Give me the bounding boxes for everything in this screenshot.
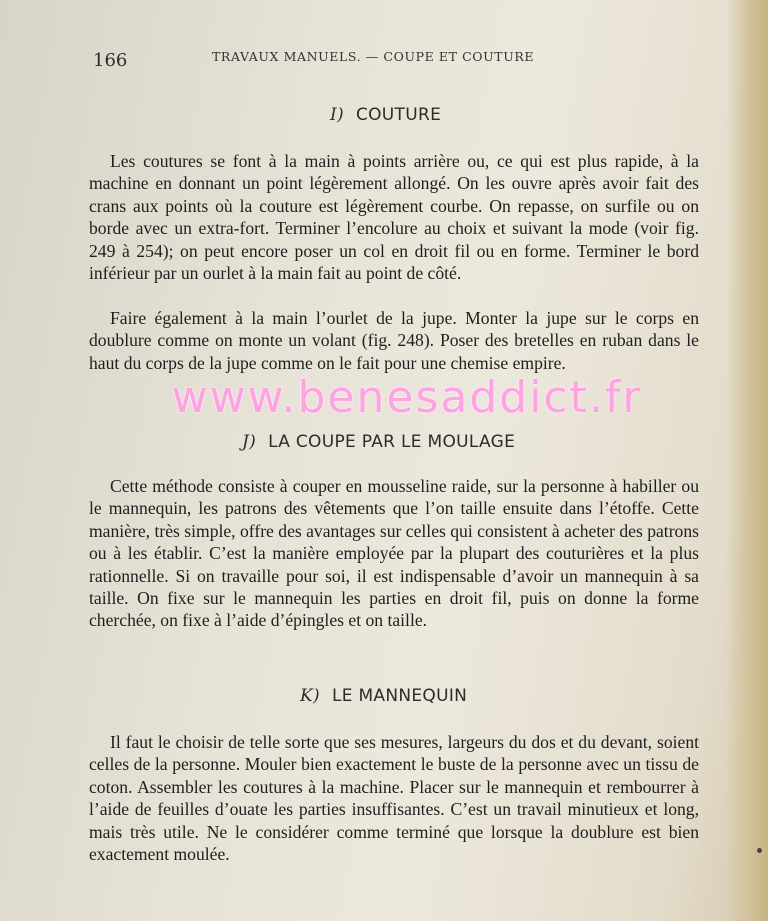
section-title: LE MANNEQUIN: [331, 686, 468, 706]
section-title: COUTURE: [355, 105, 442, 125]
section-heading-couture: [330, 105, 441, 125]
section-letter: J): [242, 432, 257, 452]
running-head: TRAVAUX MANUELS. — COUPE ET COUTURE: [212, 49, 535, 64]
paragraph-moulage-1: Cette méthode consiste à couper en mousseline raide, sur la personne à habiller ou le mannequin, les patrons des vêtements que l’on taille ensuite dans l’étoffe. Cette manière, très simple, offre des avantages sur celles qui consistent à acheter des patrons ou à les établir. C’est la manière employée par la plupart des couturières et la plus rationnelle. Si on travaille pour soi, il est indispensable d’avoir un mannequin à sa taille. On fixe sur le mannequin les parties en droit fil, puis on donne la forme cherchée, on fixe à l’aide d’épingles et on taille.: [89, 476, 699, 631]
paragraph-couture-2: Faire également à la main l’ourlet de la jupe. Monter la jupe sur le corps en doublure comme on monte un volant (fig. 248). Poser des bretelles en ruban dans le haut du corps de la jupe comme on le fait pour une chemise empire.: [89, 308, 699, 373]
watermark-text: www.benesaddict.fr: [171, 372, 643, 423]
section-heading-mannequin: [300, 686, 467, 706]
page-number: 166: [93, 50, 128, 71]
section-title: LA COUPE PAR LE MOULAGE: [268, 432, 516, 452]
section-letter: I): [330, 105, 344, 125]
paragraph-couture-1: Les coutures se font à la main à points arrière ou, ce qui est plus rapide, à la machine en donnant un point légèrement allongé. On les ouvre après avoir fait des crans aux points où la couture est légèrement courbe. On repasse, on surfile ou on borde avec un extra-fort. Terminer l’encolure au choix et suivant la mode (voir fig. 249 à 254); on peut encore poser un col en droit fil ou en forme. Terminer le bord inférieur par un ourlet à la main fait au point de côté.: [89, 151, 699, 284]
page-edge-shadow: [726, 0, 768, 921]
section-heading-moulage: [242, 432, 515, 452]
paragraph-mannequin-1: Il faut le choisir de telle sorte que ses mesures, largeurs du dos et du devant, soient celles de la personne. Mouler bien exactement le buste de la personne avec un tissu de coton. Assembler les coutures à la machine. Placer sur le mannequin et rembourrer à l’aide de feuilles d’ouate les parties insuffisantes. C’est un travail minutieux et long, mais très utile. Ne le considérer comme terminé que lorsque la doublure est bien exactement moulée.: [89, 732, 699, 865]
margin-mark: [757, 848, 762, 853]
section-letter: K): [300, 686, 320, 706]
